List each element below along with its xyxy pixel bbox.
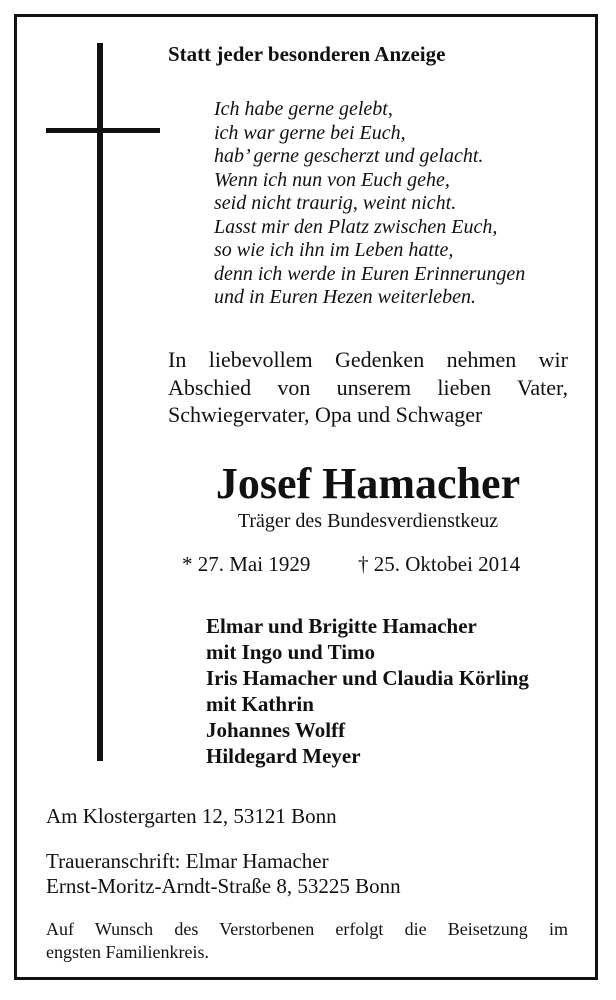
intro-line: In liebevollem Gedenken nehmen wir <box>168 347 568 372</box>
birth-date: * 27. Mai 1929 <box>182 552 311 576</box>
poem-line: Ich habe gerne gelebt, <box>214 98 393 120</box>
poem-line: hab’ gerne gescherzt und gelacht. <box>214 145 484 167</box>
cross-icon <box>97 43 103 761</box>
poem-line: so wie ich ihn im Leben hatte, <box>214 239 454 261</box>
family-member: Johannes Wolff <box>206 718 346 742</box>
mourning-address <box>46 849 401 899</box>
life-dates <box>182 552 521 577</box>
intro-line: Abschied von unserem lieben Vater, <box>168 374 568 400</box>
burial-note <box>46 918 568 964</box>
family-member: Iris Hamacher und Claudia Körling <box>206 666 529 690</box>
family-list <box>206 613 529 769</box>
poem-line: ich war gerne bei Euch, <box>214 121 406 144</box>
poem-line: Wenn ich nun von Euch gehe, <box>214 168 450 191</box>
poem-line: und in Euren Hezen weiterleben. <box>214 286 476 308</box>
mourning-address-line: Traueranschrift: Elmar Hamacher <box>46 849 329 873</box>
cross-icon-bar <box>46 128 160 133</box>
poem-line: seid nicht traurig, weint nicht. <box>214 192 457 214</box>
burial-note-line: engsten Familienkreis. <box>46 942 209 962</box>
poem-line: Lasst mir den Platz zwischen Euch, <box>214 215 498 238</box>
family-member: Elmar und Brigitte Hamacher <box>206 614 477 638</box>
poem-line: denn ich werde in Euren Erinnerungen <box>214 262 526 285</box>
family-member: Hildegard Meyer <box>206 744 361 768</box>
death-date: † 25. Oktobei 2014 <box>358 552 521 576</box>
intro-text <box>168 346 568 429</box>
poem <box>214 98 525 310</box>
home-address: Am Klostergarten 12, 53121 Bonn <box>46 804 337 828</box>
mourning-address-line: Ernst-Moritz-Arndt-Straße 8, 53225 Bonn <box>46 874 401 898</box>
deceased-title: Träger des Bundesverdienstkeuz <box>237 510 499 532</box>
notice-header: Statt jeder besonderen Anzeige <box>168 42 446 66</box>
burial-note-line: Auf Wunsch des Verstorbenen erfolgt die Beisetzung im <box>46 919 568 939</box>
intro-line: Schwiegervater, Opa und Schwager <box>168 402 483 427</box>
deceased-name: Josef Hamacher <box>215 459 521 508</box>
family-member: mit Kathrin <box>206 692 314 716</box>
family-member: mit Ingo und Timo <box>206 640 376 664</box>
